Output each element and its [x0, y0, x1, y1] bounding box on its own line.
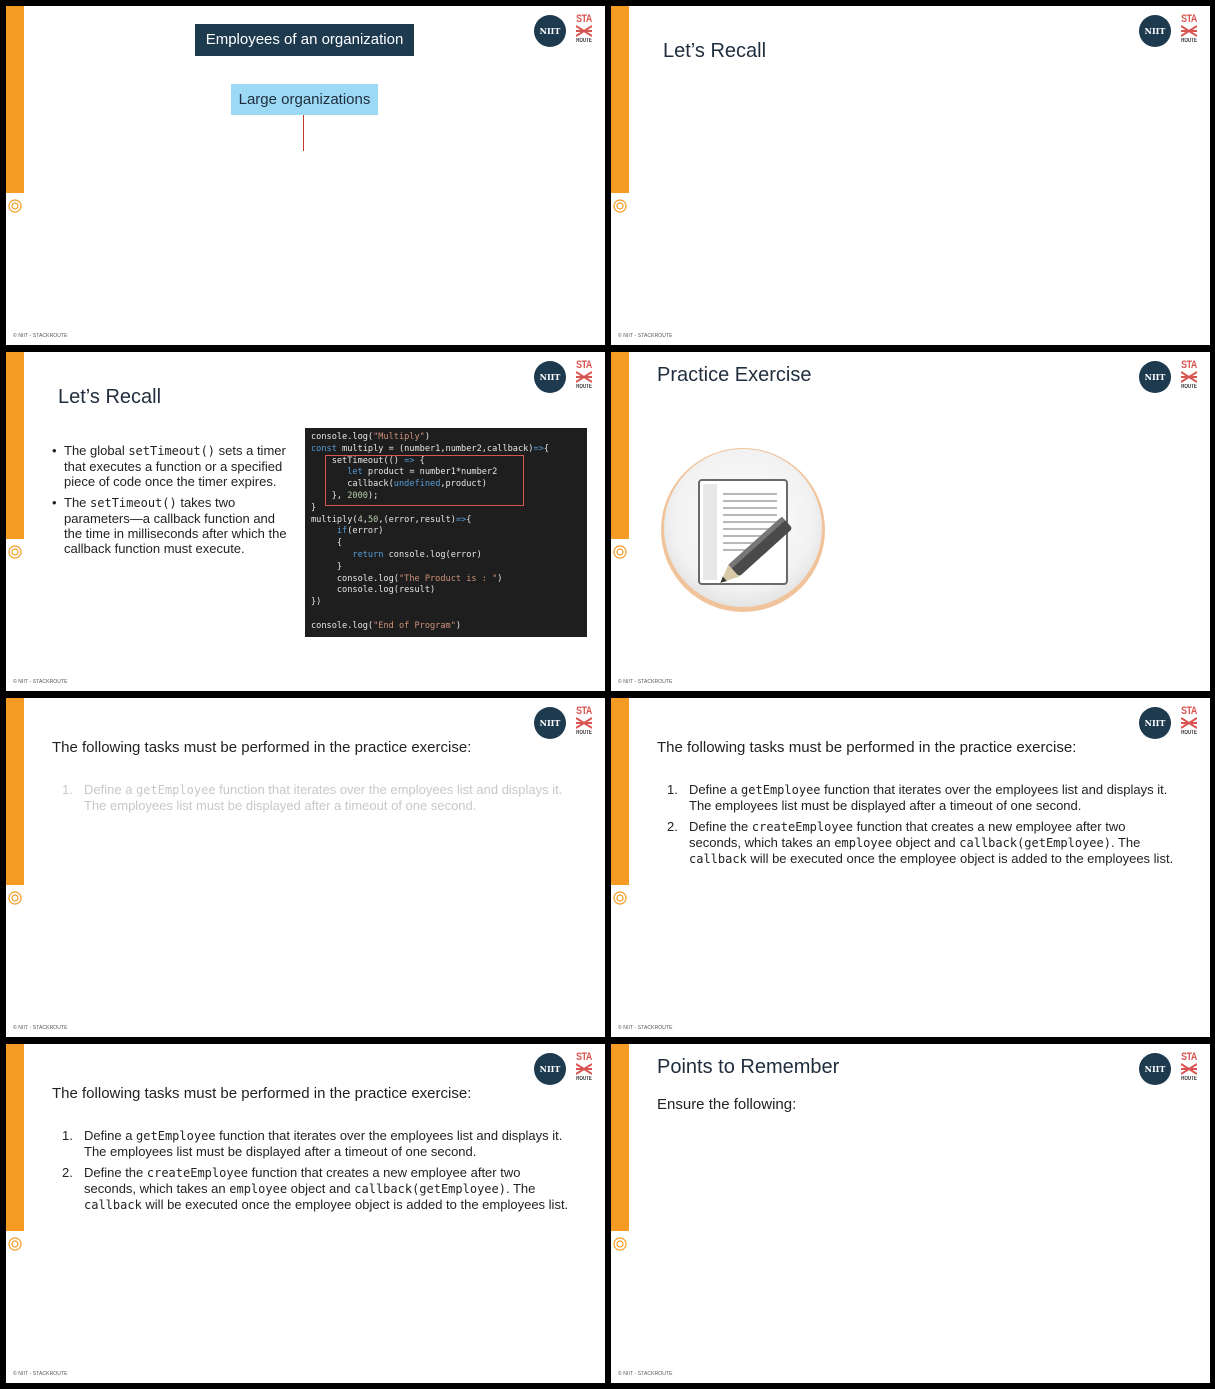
- tasks-heading: The following tasks must be performed in the practice exercise:: [657, 739, 1077, 756]
- stackroute-logo: STA ROUTE: [1181, 13, 1197, 44]
- niit-logo: NIIT: [534, 361, 566, 393]
- task-item: 1. Define a getEmployee function that iterates over the employees list and displays it. The employees list must be displayed after a timeout of one second.: [62, 1128, 563, 1159]
- code-line: const multiply = (number1,number2,callback)=>{: [311, 443, 550, 454]
- stackroute-logo: STA ROUTE: [1181, 359, 1197, 390]
- niit-stackroute-logo: [1139, 14, 1201, 48]
- stackroute-logo: STA ROUTE: [576, 1051, 592, 1082]
- footer-copyright: © NIIT - STACKROUTE: [13, 679, 68, 685]
- code-line: console.log(result): [311, 585, 436, 596]
- stackroute-logo: STA ROUTE: [576, 13, 592, 44]
- code-line: return console.log(error): [352, 549, 482, 560]
- target-icon: [8, 891, 22, 905]
- slide-4: [611, 352, 1210, 691]
- stackroute-logo: STA ROUTE: [576, 705, 592, 736]
- code-highlight-box: [325, 455, 524, 506]
- niit-logo: NIIT: [1139, 361, 1171, 393]
- slide-1: [6, 6, 605, 345]
- org-chart-root-box: Employees of an organization: [195, 24, 414, 56]
- footer-copyright: © NIIT - STACKROUTE: [618, 679, 673, 685]
- bullet-item: • The global setTimeout() sets a timer that executes a function or a specified piece of code once the timer expires.: [50, 443, 290, 489]
- slide-2: [611, 6, 1210, 345]
- code-line: [311, 609, 549, 621]
- task-item: 1. Define a getEmployee function that iterates over the employees list and displays it. The employees list must be displayed after a timeout of one second.: [62, 782, 563, 813]
- task-item: 1. Define a getEmployee function that iterates over the employees list and displays it. The employees list must be displayed after a timeout of one second.: [667, 782, 1168, 813]
- code-line: console.log("Multiply"): [311, 432, 431, 442]
- stackroute-mark-icon: [1181, 371, 1197, 383]
- task-item: 2. Define the createEmployee function that creates a new employee after two seconds, which takes an employee object and callback(getEmployee). The callback will be executed once the employee object is added to the employees list.: [62, 1165, 569, 1212]
- stackroute-logo: STA ROUTE: [576, 359, 592, 390]
- bullet-item: • The setTimeout() takes two parameters—a callback function and the time in milliseconds after which the callback function must execute.: [50, 495, 290, 556]
- task-list: [52, 782, 572, 819]
- stackroute-mark-icon: [576, 1063, 592, 1075]
- slide-7: [6, 1044, 605, 1383]
- code-line: console.log("End of Program"): [311, 620, 462, 631]
- code-line: {: [311, 538, 343, 549]
- code-line: }): [311, 597, 322, 608]
- footer-copyright: © NIIT - STACKROUTE: [13, 1371, 68, 1377]
- footer-copyright: © NIIT - STACKROUTE: [13, 1025, 68, 1031]
- code-line: setTimeout(() => {: [311, 455, 425, 466]
- code-line: }: [311, 561, 343, 572]
- document-pencil-icon: [659, 448, 829, 618]
- code-line: }: [311, 502, 317, 513]
- slide-title: Let’s Recall: [663, 40, 767, 62]
- niit-stackroute-logo: [534, 1052, 596, 1086]
- tasks-heading: The following tasks must be performed in the practice exercise:: [52, 739, 472, 756]
- side-accent-bar: [611, 352, 629, 539]
- task-list: [52, 1128, 572, 1219]
- slide-title: Let’s Recall: [58, 386, 162, 408]
- code-line: callback(undefined,product): [311, 479, 487, 490]
- niit-logo: NIIT: [534, 1053, 566, 1085]
- slide-subtitle: Ensure the following:: [657, 1096, 797, 1113]
- niit-stackroute-logo: [534, 706, 596, 740]
- footer-copyright: © NIIT - STACKROUTE: [618, 1371, 673, 1377]
- target-icon: [613, 891, 627, 905]
- side-accent-bar: [611, 1044, 629, 1231]
- footer-copyright: © NIIT - STACKROUTE: [618, 333, 673, 339]
- stackroute-mark-icon: [576, 717, 592, 729]
- target-icon: [8, 199, 22, 213]
- code-line: if(error): [336, 526, 384, 537]
- footer-copyright: © NIIT - STACKROUTE: [618, 1025, 673, 1031]
- footer-copyright: © NIIT - STACKROUTE: [13, 333, 68, 339]
- target-icon: [613, 1237, 627, 1251]
- side-accent-bar: [6, 6, 24, 193]
- slide-title: Practice Exercise: [657, 364, 812, 386]
- niit-stackroute-logo: [534, 14, 596, 48]
- stackroute-mark-icon: [576, 25, 592, 37]
- target-icon: [8, 1237, 22, 1251]
- side-accent-bar: [611, 698, 629, 885]
- side-accent-bar: [6, 352, 24, 539]
- side-accent-bar: [6, 1044, 24, 1231]
- slide-title: Points to Remember: [657, 1056, 840, 1078]
- target-icon: [613, 199, 627, 213]
- niit-stackroute-logo: [1139, 1052, 1201, 1086]
- stackroute-mark-icon: [1181, 1063, 1197, 1075]
- recall-bullets: [50, 443, 290, 562]
- task-item: 2. Define the createEmployee function that creates a new employee after two seconds, which takes an employee object and callback(getEmployee). The callback will be executed once the employee object is added to the employees list.: [667, 819, 1174, 866]
- niit-logo: NIIT: [1139, 707, 1171, 739]
- code-line: let product = number1*number2: [347, 467, 498, 478]
- slide-5: [6, 698, 605, 1037]
- niit-stackroute-logo: [534, 360, 596, 394]
- stackroute-logo: STA ROUTE: [1181, 705, 1197, 736]
- side-accent-bar: [6, 698, 24, 885]
- org-chart-child-box: Large organizations: [231, 84, 378, 115]
- niit-stackroute-logo: [1139, 360, 1201, 394]
- niit-logo: NIIT: [1139, 1053, 1171, 1085]
- stackroute-mark-icon: [1181, 717, 1197, 729]
- code-line: }, 2000);: [311, 490, 379, 501]
- niit-logo: NIIT: [534, 707, 566, 739]
- task-list: [657, 782, 1177, 873]
- code-line: multiply(4,50,(error,result)=>{: [311, 514, 472, 525]
- target-icon: [8, 545, 22, 559]
- niit-stackroute-logo: [1139, 706, 1201, 740]
- stackroute-logo: STA ROUTE: [1181, 1051, 1197, 1082]
- stackroute-mark-icon: [1181, 25, 1197, 37]
- slide-3: [6, 352, 605, 691]
- slide-8: [611, 1044, 1210, 1383]
- tasks-heading: The following tasks must be performed in the practice exercise:: [52, 1085, 472, 1102]
- niit-logo: NIIT: [1139, 15, 1171, 47]
- code-line: console.log("The Product is : "): [311, 573, 503, 584]
- target-icon: [613, 545, 627, 559]
- org-chart-connector: [303, 115, 304, 151]
- side-accent-bar: [611, 6, 629, 193]
- slide-6: [611, 698, 1210, 1037]
- stackroute-mark-icon: [576, 371, 592, 383]
- code-snippet: [305, 428, 587, 637]
- niit-logo: NIIT: [534, 15, 566, 47]
